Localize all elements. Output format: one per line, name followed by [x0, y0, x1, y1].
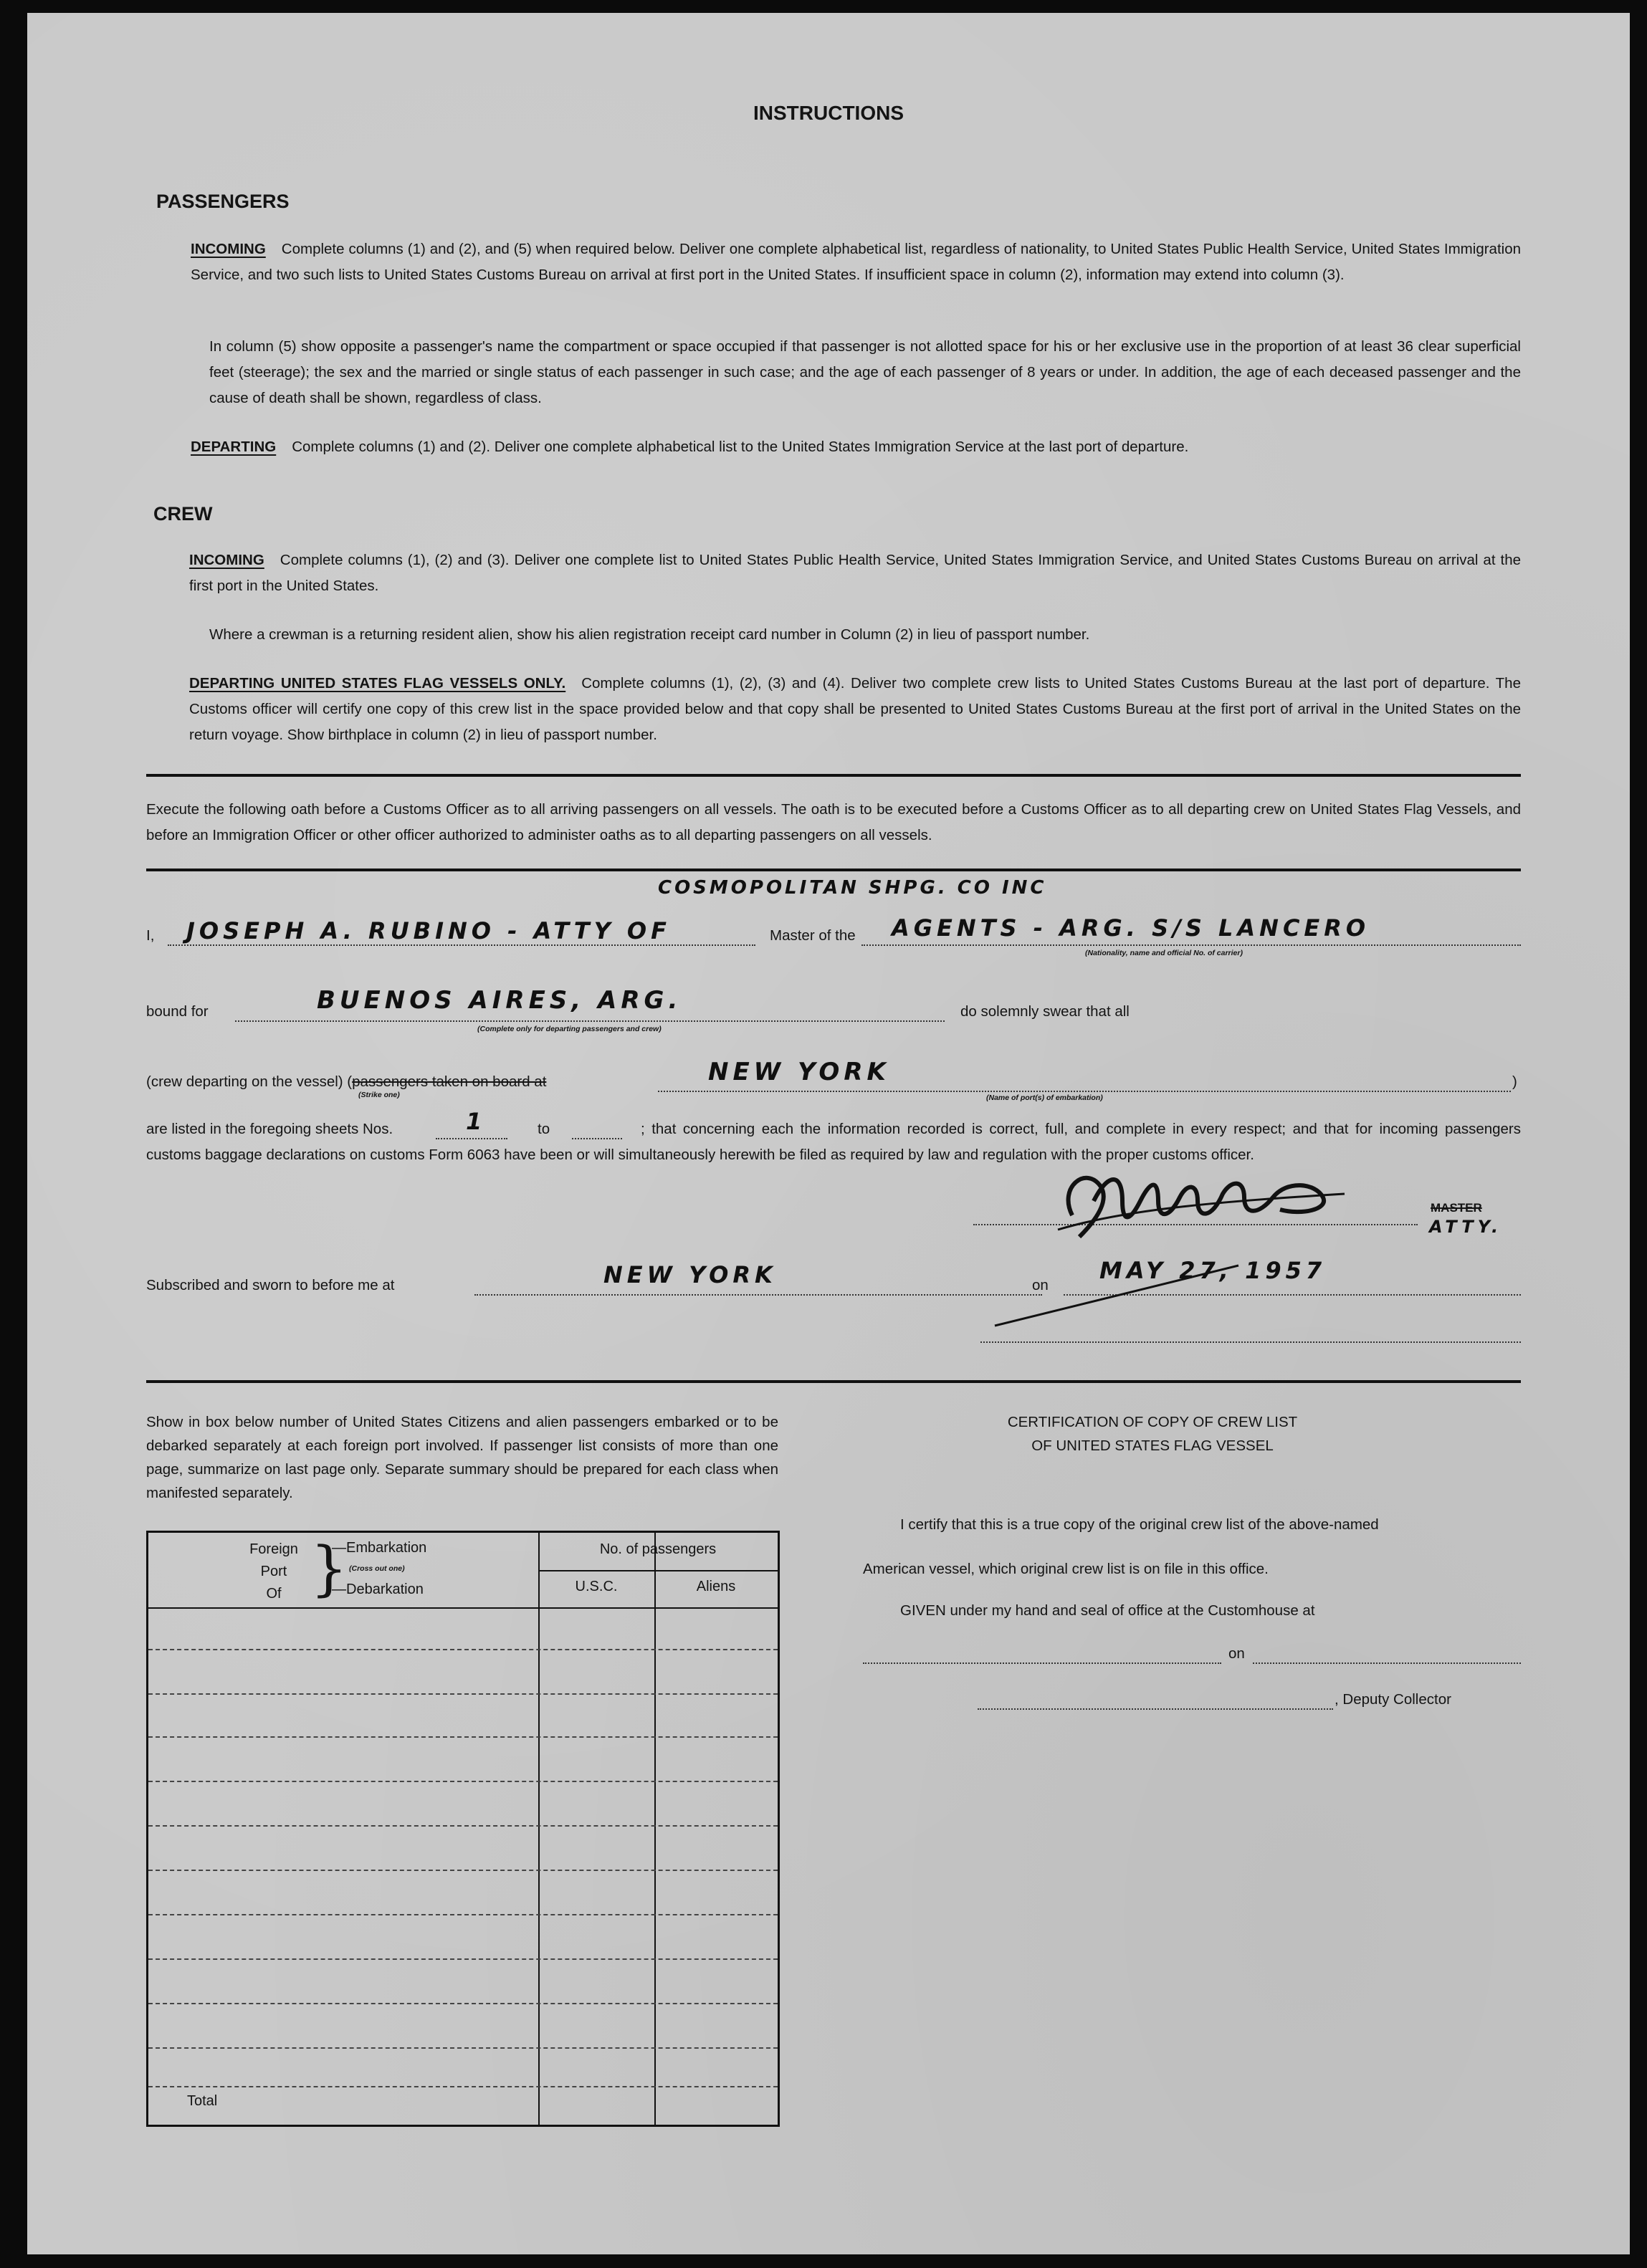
crew-departing-paragraph [189, 671, 1521, 748]
subheader-line [538, 1570, 778, 1571]
subscribed-place-handwriting: NEW YORK [603, 1261, 777, 1288]
sheet-from-handwriting: 1 [466, 1108, 487, 1135]
of-word: Of [266, 1586, 282, 1602]
subscribed-label: Subscribed and sworn to before me at [146, 1277, 395, 1293]
bound-for-note: (Complete only for departing passengers and crew) [477, 1025, 662, 1033]
section-divider [146, 774, 1521, 777]
name-line [168, 944, 755, 946]
header-brace: } [310, 1535, 348, 1603]
date-handwriting: MAY 27, 1957 [1099, 1257, 1327, 1284]
destination-handwriting: BUENOS AIRES, ARG. [317, 986, 682, 1015]
oath-divider [146, 869, 1521, 871]
total-label: Total [187, 2093, 218, 2109]
certification-title-line2: OF UNITED STATES FLAG VESSEL [1031, 1437, 1274, 1454]
passengers-incoming-paragraph [191, 236, 1521, 288]
table-row [148, 1693, 778, 1695]
table-row [148, 1825, 778, 1827]
atty-handwriting: ATTY. [1429, 1217, 1503, 1237]
oath-intro: Execute the following oath before a Customs Officer as to all arriving passengers on all vessels. The oath is to be executed before a Customs Officer as to all departing crew on United States Flag Vessels, and before an Immigration Officer or other officer authorized to administer oaths as to all departing passengers on all vessels. [146, 801, 1521, 843]
table-row [148, 1958, 778, 1960]
crew-incoming-text: Complete columns (1), (2) and (3). Deliver one complete list to United States Public Health Service, United States Immigration Service, and United States Customs Bureau on arrival at the first port in the United States. [189, 552, 1521, 594]
num-passengers-header: No. of passengers [599, 1541, 717, 1557]
i-label: I, [146, 927, 155, 944]
vessel-handwriting: AGENTS - ARG. S/S LANCERO [892, 914, 1370, 942]
embarkation-header: —Embarkation [332, 1540, 427, 1556]
cross-out-note: (Cross out one) [349, 1564, 405, 1573]
table-row [148, 1870, 778, 1871]
port-note: (Name of port(s) of embarkation) [986, 1094, 1103, 1102]
port-word: Port [260, 1564, 287, 1579]
passengers-incoming-label: INCOMING [191, 241, 266, 257]
listed-text: are listed in the foregoing sheets Nos. [146, 1121, 393, 1137]
table-divider-2 [654, 1533, 656, 2125]
table-row [148, 1914, 778, 1915]
listed-rest-text: ; that concerning each the information recorded is correct, full, and complete in every respect; and that for incoming passengers customs baggage declarations on customs Form 6063 have been or will simultaneously herewith be filed as required by law and regulation with the proper customs officer. [146, 1121, 1521, 1163]
certification-line2: American vessel, which original crew list is on file in this office. [863, 1561, 1269, 1577]
foreign-port-header [242, 1539, 306, 1605]
certification-date-line [1253, 1662, 1521, 1664]
aliens-header: Aliens [696, 1579, 736, 1594]
strike-note: (Strike one) [358, 1091, 400, 1099]
customhouse-line [863, 1662, 1221, 1664]
header-bottom-line [148, 1607, 778, 1609]
master-of-label: Master of the [770, 927, 856, 944]
summary-instructions: Show in box below number of United States Citizens and alien passengers embarked or to be debarked separately at each foreign port involved. If passenger list consists of more than one page, summarize on last page only. Separate summary should be prepared for each class when manifested separately. [146, 1414, 778, 1501]
certification-line1: I certify that this is a true copy of the original crew list of the above-named [900, 1516, 1379, 1533]
bound-for-line [235, 1020, 945, 1022]
crew-departing-label: DEPARTING UNITED STATES FLAG VESSELS ONLY. [189, 675, 566, 692]
crew-departing-text [146, 1069, 546, 1095]
bound-for-label: bound for [146, 1003, 209, 1020]
swear-text: do solemnly swear that all [960, 1003, 1130, 1020]
table-row [148, 2086, 778, 2087]
deputy-collector-label: , Deputy Collector [1335, 1691, 1451, 1708]
table-row [148, 2047, 778, 2049]
passengers-incoming-text: Complete columns (1) and (2), and (5) when required below. Deliver one complete alphabetical list, regardless of nationality, to United States Public Health Service, United States Immigration Service, and two such lists to United States Customs Bureau on arrival at first port in the United States. If insufficient space in column (2), information may extend into column (3). [191, 241, 1521, 283]
summary-divider [146, 1380, 1521, 1383]
passenger-summary-table [146, 1531, 780, 2127]
passengers-heading: PASSENGERS [156, 191, 290, 212]
table-row [148, 1649, 778, 1650]
certification-line3: GIVEN under my hand and seal of office at the Customhouse at [900, 1602, 1315, 1619]
crew-incoming-label: INCOMING [189, 552, 264, 568]
foreign-word: Foreign [249, 1541, 298, 1557]
crew-resident-paragraph: Where a crewman is a returning resident alien, show his alien registration receipt card number in Column (2) in lieu of passport number. [209, 626, 1090, 643]
signature-flourish [988, 1260, 1246, 1331]
passengers-column5-paragraph: In column (5) show opposite a passenger's name the compartment or space occupied if that passenger is not allotted space for his or her exclusive use in the proportion of at least 36 clear superficial feet (steerage); the sex and the married or single status of each passenger in such case; and the age of each passenger of 8 years or under. In addition, the age of each deceased passenger and the cause of death shall be shown, regardless of class. [209, 338, 1521, 406]
to-label: to [538, 1121, 550, 1137]
officer-signature-line [980, 1341, 1521, 1343]
nationality-note: (Nationality, name and official No. of carrier) [1085, 949, 1243, 957]
on-label: on [1032, 1277, 1049, 1293]
signature [1044, 1158, 1402, 1258]
vessel-line [861, 944, 1521, 946]
table-divider-1 [538, 1533, 540, 2125]
certification-title [859, 1410, 1446, 1458]
company-handwriting: COSMOPOLITAN SHPG. CO INC [658, 877, 1047, 899]
passengers-departing-paragraph [191, 434, 1521, 460]
certification-on-label: on [1228, 1645, 1245, 1662]
master-struck: MASTER [1431, 1201, 1482, 1215]
table-row [148, 1781, 778, 1782]
passengers-departing-label: DEPARTING [191, 439, 277, 455]
master-name-handwriting: JOSEPH A. RUBINO - ATTY OF [186, 917, 671, 944]
document-sheet [27, 13, 1630, 2254]
passengers-struck-text: passengers taken on board at [352, 1073, 547, 1090]
table-row [148, 1736, 778, 1738]
crew-departing-text: Complete columns (1), (2), (3) and (4). Deliver two complete crew lists to United States Customs Bureau at the last port of departure. The Customs officer will certify one copy of this crew list in the space provided below and that copy shall be presented to United States Customs Bureau at the first port of arrival in the United States on the return voyage. Show birthplace in column (2) in lieu of passport number. [189, 675, 1521, 743]
deputy-signature-line [978, 1708, 1333, 1710]
usc-header: U.S.C. [575, 1579, 618, 1594]
crew-departing-label: (crew departing on the vessel) ( [146, 1073, 353, 1090]
debarkation-header: —Debarkation [332, 1582, 424, 1597]
crew-incoming-paragraph [189, 547, 1521, 599]
port-line [658, 1091, 1511, 1092]
certification-title-line1: CERTIFICATION OF COPY OF CREW LIST [1007, 1414, 1298, 1430]
port-handwriting: NEW YORK [708, 1058, 890, 1086]
table-row [148, 2003, 778, 2004]
crew-heading: CREW [153, 503, 213, 525]
subscribed-place-line [474, 1294, 1042, 1296]
close-paren: ) [1512, 1073, 1517, 1090]
passengers-departing-text: Complete columns (1) and (2). Deliver one complete alphabetical list to the United States Immigration Service at the last port of departure. [292, 439, 1189, 455]
document-title: INSTRUCTIONS [753, 102, 904, 124]
